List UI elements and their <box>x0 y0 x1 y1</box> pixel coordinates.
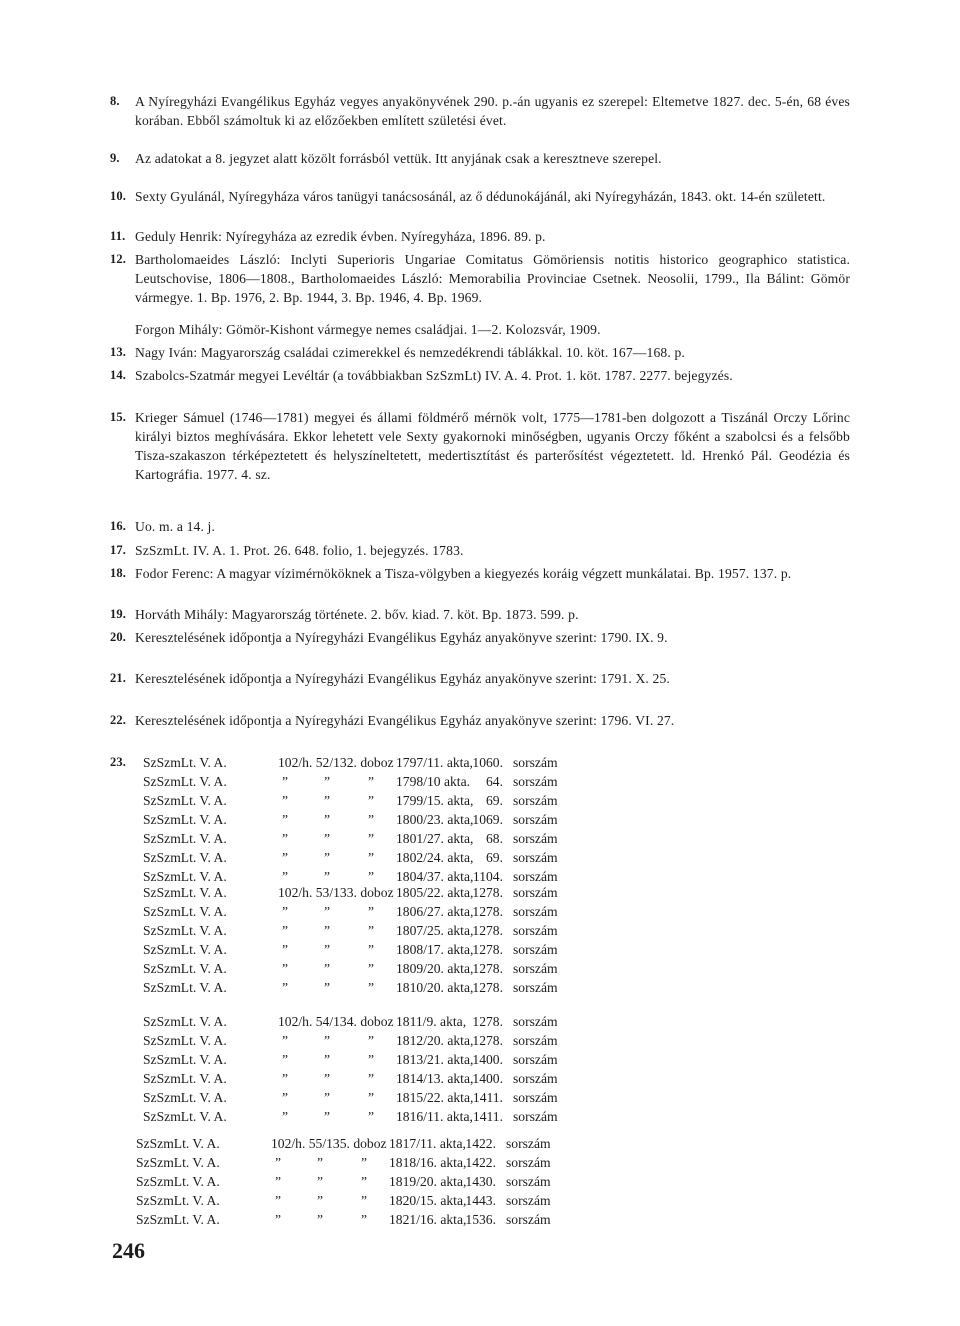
archive-akta: 1805/22. akta, <box>396 885 474 900</box>
archive-institution: SzSzmLt. V. A. <box>143 1014 227 1029</box>
ditto-mark: ” <box>367 1052 375 1067</box>
ditto-mark: ” <box>367 1033 375 1048</box>
ditto-mark: ” <box>323 980 331 995</box>
archive-serial-label: sorszám <box>506 1174 551 1189</box>
ditto-mark: ” <box>323 850 331 865</box>
archive-akta: 1816/11. akta, <box>396 1109 473 1124</box>
archive-institution: SzSzmLt. V. A. <box>143 831 227 846</box>
archive-serial-number: 1060. <box>472 755 503 770</box>
archive-serial-label: sorszám <box>513 980 558 995</box>
ditto-mark: ” <box>323 904 331 919</box>
archive-serial-label: sorszám <box>506 1212 551 1227</box>
ditto-mark: ” <box>281 774 289 789</box>
archive-akta: 1804/37. akta, <box>396 869 474 884</box>
archive-akta: 1814/13. akta, <box>396 1071 474 1086</box>
archive-institution: SzSzmLt. V. A. <box>143 923 227 938</box>
ditto-mark: ” <box>360 1193 368 1208</box>
archive-serial-number: 1278. <box>472 885 503 900</box>
archive-institution: SzSzmLt. V. A. <box>143 1071 227 1086</box>
archive-institution: SzSzmLt. V. A. <box>143 904 227 919</box>
archive-akta: 1807/25. akta, <box>396 923 474 938</box>
ditto-mark: ” <box>367 831 375 846</box>
footnote-text: Keresztelésének időpontja a Nyíregyházi Evangélikus Egyház anyakönyve szerint: 1796. VI. 27. <box>135 713 675 728</box>
ditto-mark: ” <box>323 1071 331 1086</box>
ditto-mark: ” <box>281 1090 289 1105</box>
ditto-mark: ” <box>281 1033 289 1048</box>
archive-institution: SzSzmLt. V. A. <box>143 774 227 789</box>
archive-serial-number: 68. <box>486 831 503 846</box>
ditto-mark: ” <box>323 831 331 846</box>
ditto-mark: ” <box>316 1155 324 1170</box>
archive-serial-number: 1430. <box>465 1174 496 1189</box>
footnote-number: 12. <box>110 252 127 266</box>
footnote-number: 18. <box>110 566 127 580</box>
ditto-mark: ” <box>323 812 331 827</box>
archive-serial-label: sorszám <box>513 1071 558 1086</box>
archive-akta: 1818/16. akta, <box>389 1155 467 1170</box>
archive-akta: 1799/15. akta, <box>396 793 474 808</box>
ditto-mark: ” <box>281 812 289 827</box>
footnote-text: Keresztelésének időpontja a Nyíregyházi Evangélikus Egyház anyakönyve szerint: 1791. X. 25. <box>135 671 670 686</box>
archive-institution: SzSzmLt. V. A. <box>143 793 227 808</box>
footnote-number: 9. <box>110 151 120 165</box>
ditto-mark: ” <box>367 793 375 808</box>
archive-serial-number: 1278. <box>472 980 503 995</box>
archive-serial-number: 1536. <box>465 1212 496 1227</box>
ditto-mark: ” <box>367 942 375 957</box>
archive-serial-label: sorszám <box>513 1052 558 1067</box>
ditto-mark: ” <box>274 1193 282 1208</box>
archive-serial-label: sorszám <box>513 1033 558 1048</box>
ditto-mark: ” <box>274 1174 282 1189</box>
ditto-mark: ” <box>281 923 289 938</box>
archive-akta: 1809/20. akta, <box>396 961 474 976</box>
archive-serial-number: 1411. <box>472 1109 503 1124</box>
footnote-text: Keresztelésének időpontja a Nyíregyházi Evangélikus Egyház anyakönyve szerint: 1790. IX. 9. <box>135 630 668 645</box>
ditto-mark: ” <box>323 1109 331 1124</box>
ditto-mark: ” <box>281 942 289 957</box>
archive-institution: SzSzmLt. V. A. <box>143 1052 227 1067</box>
footnote-text: Sexty Gyulánál, Nyíregyháza város tanügyi tanácsosánál, az ő dédunokájánál, aki Nyíregyházán, 1843. okt. 14-én született. <box>135 189 826 204</box>
ditto-mark: ” <box>367 1090 375 1105</box>
archive-serial-number: 69. <box>486 793 503 808</box>
footnote-17 <box>110 541 850 560</box>
ditto-mark: ” <box>323 923 331 938</box>
archive-institution: SzSzmLt. V. A. <box>136 1155 220 1170</box>
archive-box-reference: 102/h. 54/134. doboz <box>278 1014 394 1029</box>
archive-institution: SzSzmLt. V. A. <box>143 980 227 995</box>
archive-serial-number: 1422. <box>465 1155 496 1170</box>
ditto-mark: ” <box>281 904 289 919</box>
archive-institution: SzSzmLt. V. A. <box>136 1212 220 1227</box>
ditto-mark: ” <box>367 961 375 976</box>
archive-institution: SzSzmLt. V. A. <box>136 1136 220 1151</box>
footnote-text: Horváth Mihály: Magyarország története. 2. bőv. kiad. 7. köt. Bp. 1873. 599. p. <box>135 607 579 622</box>
archive-akta: 1810/20. akta, <box>396 980 474 995</box>
ditto-mark: ” <box>274 1212 282 1227</box>
ditto-mark: ” <box>316 1212 324 1227</box>
ditto-mark: ” <box>367 774 375 789</box>
footnote-13 <box>110 343 850 362</box>
archive-serial-label: sorszám <box>513 923 558 938</box>
archive-serial-label: sorszám <box>506 1155 551 1170</box>
archive-box-reference: 102/h. 52/132. doboz <box>278 755 394 770</box>
archive-serial-label: sorszám <box>513 831 558 846</box>
archive-akta: 1813/21. akta, <box>396 1052 474 1067</box>
footnote-number: 23. <box>110 755 127 769</box>
archive-akta: 1815/22. akta, <box>396 1090 474 1105</box>
ditto-mark: ” <box>367 812 375 827</box>
ditto-mark: ” <box>360 1212 368 1227</box>
footnote-12-cont <box>110 320 850 339</box>
ditto-mark: ” <box>323 1090 331 1105</box>
archive-serial-number: 1278. <box>472 904 503 919</box>
archive-serial-number: 1443. <box>465 1193 496 1208</box>
archive-akta: 1808/17. akta, <box>396 942 474 957</box>
archive-box-reference: 102/h. 53/133. doboz <box>278 885 394 900</box>
footnote-text: Geduly Henrik: Nyíregyháza az ezredik évben. Nyíregyháza, 1896. 89. p. <box>135 229 546 244</box>
ditto-mark: ” <box>281 793 289 808</box>
ditto-mark: ” <box>323 942 331 957</box>
ditto-mark: ” <box>323 961 331 976</box>
archive-akta: 1812/20. akta, <box>396 1033 474 1048</box>
ditto-mark: ” <box>360 1174 368 1189</box>
archive-institution: SzSzmLt. V. A. <box>136 1193 220 1208</box>
ditto-mark: ” <box>367 850 375 865</box>
archive-serial-number: 1278. <box>472 961 503 976</box>
ditto-mark: ” <box>281 831 289 846</box>
footnote-11 <box>110 227 850 246</box>
footnote-number: 14. <box>110 368 127 382</box>
archive-serial-number: 1069. <box>472 812 503 827</box>
footnote-text: Szabolcs-Szatmár megyei Levéltár (a továbbiakban SzSzmLt) IV. A. 4. Prot. 1. köt. 1787. 2277. bejegyzés. <box>135 368 733 383</box>
archive-serial-number: 1278. <box>472 1014 503 1029</box>
archive-serial-label: sorszám <box>513 942 558 957</box>
footnote-number: 13. <box>110 345 127 359</box>
archive-institution: SzSzmLt. V. A. <box>143 942 227 957</box>
ditto-mark: ” <box>367 923 375 938</box>
footnote-10 <box>110 187 850 206</box>
footnote-15 <box>110 408 850 484</box>
archive-institution: SzSzmLt. V. A. <box>143 869 227 884</box>
footnote-number: 21. <box>110 671 127 685</box>
archive-akta: 1817/11. akta, <box>389 1136 466 1151</box>
ditto-mark: ” <box>281 850 289 865</box>
ditto-mark: ” <box>323 774 331 789</box>
archive-akta: 1798/10 akta. <box>396 774 470 789</box>
footnote-number: 8. <box>110 94 120 108</box>
archive-akta: 1802/24. akta, <box>396 850 474 865</box>
archive-serial-label: sorszám <box>513 774 558 789</box>
ditto-mark: ” <box>281 980 289 995</box>
ditto-mark: ” <box>316 1193 324 1208</box>
footnote-text: A Nyíregyházi Evangélikus Egyház vegyes anyakönyvének 290. p.-án ugyanis ez szerepel: Eltemetve 1827. dec. 5-én, 68 éves korában. Ebből számoltuk ki az előzőekben említett születési évet. <box>135 94 850 128</box>
footnote-number: 20. <box>110 630 127 644</box>
ditto-mark: ” <box>323 869 331 884</box>
archive-serial-label: sorszám <box>506 1136 551 1151</box>
footnote-9 <box>110 149 850 168</box>
archive-akta: 1800/23. akta, <box>396 812 474 827</box>
archive-serial-label: sorszám <box>513 885 558 900</box>
ditto-mark: ” <box>281 961 289 976</box>
ditto-mark: ” <box>367 1071 375 1086</box>
archive-serial-number: 1278. <box>472 942 503 957</box>
footnote-text: SzSzmLt. IV. A. 1. Prot. 26. 648. folio, 1. bejegyzés. 1783. <box>135 543 464 558</box>
archive-serial-label: sorszám <box>513 1090 558 1105</box>
archive-serial-label: sorszám <box>513 869 558 884</box>
footnote-14 <box>110 366 850 385</box>
ditto-mark: ” <box>281 1052 289 1067</box>
ditto-mark: ” <box>274 1155 282 1170</box>
archive-serial-number: 69. <box>486 850 503 865</box>
ditto-mark: ” <box>367 904 375 919</box>
archive-institution: SzSzmLt. V. A. <box>143 885 227 900</box>
archive-institution: SzSzmLt. V. A. <box>143 961 227 976</box>
archive-akta: 1797/11. akta, <box>396 755 473 770</box>
archive-serial-label: sorszám <box>513 793 558 808</box>
footnote-8 <box>110 92 850 130</box>
archive-akta: 1801/27. akta, <box>396 831 474 846</box>
archive-serial-label: sorszám <box>513 812 558 827</box>
archive-institution: SzSzmLt. V. A. <box>143 755 227 770</box>
archive-institution: SzSzmLt. V. A. <box>143 1033 227 1048</box>
ditto-mark: ” <box>316 1174 324 1189</box>
archive-serial-number: 1411. <box>472 1090 503 1105</box>
archive-akta: 1806/27. akta, <box>396 904 474 919</box>
archive-serial-number: 1422. <box>465 1136 496 1151</box>
archive-serial-number: 1104. <box>472 869 503 884</box>
archive-serial-number: 1278. <box>472 1033 503 1048</box>
archive-serial-number: 1400. <box>472 1052 503 1067</box>
footnote-text: Uo. m. a 14. j. <box>135 519 216 534</box>
footnote-number: 16. <box>110 519 127 533</box>
archive-serial-label: sorszám <box>513 904 558 919</box>
archive-akta: 1820/15. akta, <box>389 1193 467 1208</box>
footnote-number: 19. <box>110 607 127 621</box>
footnote-21 <box>110 669 850 688</box>
archive-serial-label: sorszám <box>513 850 558 865</box>
footnote-text: Nagy Iván: Magyarország családai czimerekkel és nemzedékrendi táblákkal. 10. köt. 167—168. p. <box>135 345 685 360</box>
archive-institution: SzSzmLt. V. A. <box>143 1109 227 1124</box>
archive-akta: 1819/20. akta, <box>389 1174 467 1189</box>
archive-serial-label: sorszám <box>506 1193 551 1208</box>
ditto-mark: ” <box>367 980 375 995</box>
ditto-mark: ” <box>281 1071 289 1086</box>
archive-serial-number: 1400. <box>472 1071 503 1086</box>
archive-institution: SzSzmLt. V. A. <box>143 812 227 827</box>
ditto-mark: ” <box>323 1033 331 1048</box>
archive-serial-number: 64. <box>486 774 503 789</box>
footnote-text: Az adatokat a 8. jegyzet alatt közölt forrásból vettük. Itt anyjának csak a keresztneve szerepel. <box>135 151 662 166</box>
archive-institution: SzSzmLt. V. A. <box>136 1174 220 1189</box>
footnote-text: Krieger Sámuel (1746—1781) megyei és állami földmérő mérnök volt, 1775—1781-ben dolgozott a Tiszánál Orczy Lőrinc királyi biztos meghívására. Ekkor lehetett vele Sexty gyakornoki minőségben, ugyanis Orczy főként a szabolcsi és a felsőbb Tisza-szakaszon térképeztetett és helyszíneltetett, medertisztítást és parterősítést végeztetett. ld. Hrenkó Pál. Geodézia és Kartográfia. 1977. 4. sz. <box>135 410 850 482</box>
footnote-16 <box>110 517 850 536</box>
footnote-number: 17. <box>110 543 127 557</box>
archive-serial-label: sorszám <box>513 1109 558 1124</box>
page-number: 246 <box>112 1238 145 1263</box>
footnote-19 <box>110 605 850 624</box>
footnote-number: 10. <box>110 189 127 203</box>
footnote-12 <box>110 250 850 307</box>
ditto-mark: ” <box>281 1109 289 1124</box>
archive-akta: 1821/16. akta, <box>389 1212 467 1227</box>
footnote-number: 11. <box>110 229 126 243</box>
footnote-number: 15. <box>110 410 127 424</box>
ditto-mark: ” <box>323 1052 331 1067</box>
archive-box-reference: 102/h. 55/135. doboz <box>271 1136 387 1151</box>
archive-serial-label: sorszám <box>513 1014 558 1029</box>
ditto-mark: ” <box>367 869 375 884</box>
footnote-18 <box>110 564 850 583</box>
archive-institution: SzSzmLt. V. A. <box>143 850 227 865</box>
footnote-text: Fodor Ferenc: A magyar vízimérnököknek a Tisza-völgyben a kiegyezés koráig végzett munkálatai. Bp. 1957. 137. p. <box>135 566 792 581</box>
footnote-text: Forgon Mihály: Gömör-Kishont vármegye nemes családjai. 1—2. Kolozsvár, 1909. <box>135 322 601 337</box>
archive-institution: SzSzmLt. V. A. <box>143 1090 227 1105</box>
ditto-mark: ” <box>367 1109 375 1124</box>
footnote-text: Bartholomaeides László: Inclyti Superioris Ungariae Comitatus Gömöriensis notitis historico geographico statistica. Leutschovise, 1806—1808., Bartholomaeides László: Memorabilia Provinciae Csetnek. Neosolii, 1799., Ila Bálint: Gömör vármegye. 1. Bp. 1976, 2. Bp. 1944, 3. Bp. 1946, 4. Bp. 1969. <box>135 252 850 305</box>
footnote-22 <box>110 711 850 730</box>
footnote-20 <box>110 628 850 647</box>
footnote-number: 22. <box>110 713 127 727</box>
ditto-mark: ” <box>360 1155 368 1170</box>
ditto-mark: ” <box>281 869 289 884</box>
archive-akta: 1811/9. akta, <box>396 1014 467 1029</box>
archive-serial-label: sorszám <box>513 961 558 976</box>
ditto-mark: ” <box>323 793 331 808</box>
archive-serial-number: 1278. <box>472 923 503 938</box>
archive-serial-label: sorszám <box>513 755 558 770</box>
